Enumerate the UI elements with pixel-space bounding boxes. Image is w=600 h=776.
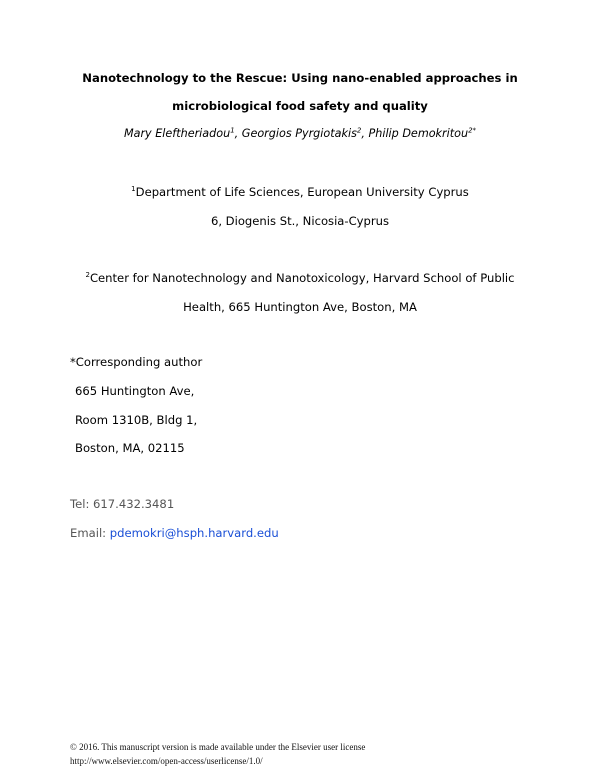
affiliation-mark: 2 xyxy=(85,271,90,280)
affiliation-mark: 1 xyxy=(131,185,136,194)
email-row xyxy=(70,526,279,540)
affiliation-text: Department of Life Sciences, European University Cyprus xyxy=(135,185,469,199)
author-list: Mary Eleftheriadou$^1$, Georgios Pyrgiotakis$^2$, Philip Demokritou$^{2*}$ xyxy=(123,126,477,140)
title-line-1: Nanotechnology to the Rescue: Using nano-enabled approaches in xyxy=(82,71,518,85)
address-line-1: 665 Huntington Ave, xyxy=(75,384,195,398)
address-line-2: Room 1310B, Bldg 1, xyxy=(75,413,198,427)
corresponding-author-heading: *Corresponding author xyxy=(70,355,203,369)
license-notice: © 2016. This manuscript version is made available under the Elsevier user license xyxy=(70,742,366,752)
author-name: Philip Demokritou xyxy=(368,127,469,140)
email-link[interactable]: pdemokri@hsph.harvard.edu xyxy=(109,526,279,540)
author-affiliation-mark: 2* xyxy=(468,126,477,135)
address-line-3: Boston, MA, 02115 xyxy=(75,441,185,455)
author-affiliation-mark: 1 xyxy=(230,126,235,135)
email-label: Email: xyxy=(70,526,107,540)
author-name: Mary Eleftheriadou xyxy=(123,127,231,140)
affiliation-2-line-1 xyxy=(0,271,600,285)
title-line-2: microbiological food safety and quality xyxy=(172,99,428,113)
affiliation-1-line-2: 6, Diogenis St., Nicosia-Cyprus xyxy=(210,214,390,228)
license-url[interactable]: http://www.elsevier.com/open-access/userlicense/1.0/ xyxy=(70,756,263,766)
affiliation-2-line-2: Health, 665 Huntington Ave, Boston, MA xyxy=(183,300,417,314)
affiliation-1-line-1 xyxy=(0,185,600,199)
affiliation-text: Center for Nanotechnology and Nanotoxicology, Harvard School of Public xyxy=(89,271,515,285)
author-name: Georgios Pyrgiotakis xyxy=(241,127,357,140)
telephone: Tel: 617.432.3481 xyxy=(70,497,175,511)
author-affiliation-mark: 2 xyxy=(356,126,362,135)
